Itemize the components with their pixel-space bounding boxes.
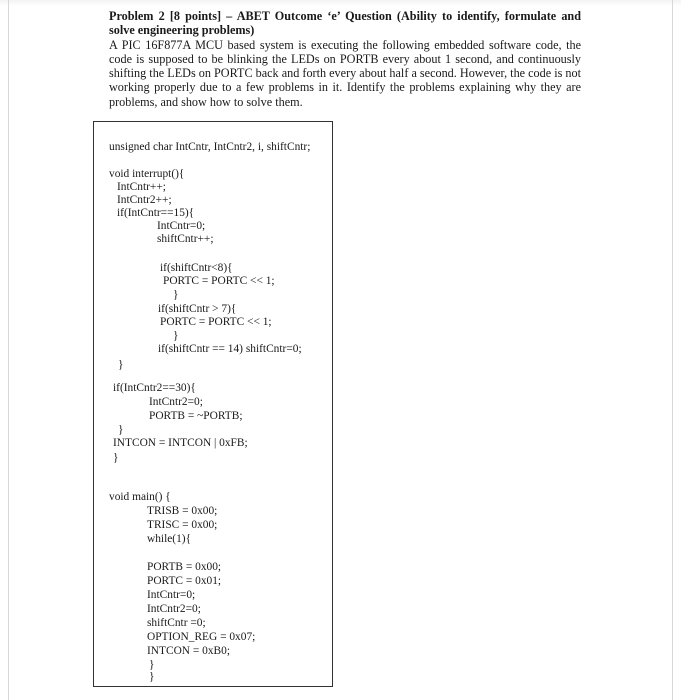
problem-statement	[109, 9, 581, 109]
code-line: if(shiftCntr<8){	[160, 262, 233, 274]
code-line: if(IntCntr2==30){	[113, 382, 196, 394]
code-line: IntCntr2=0;	[147, 603, 201, 615]
page-edge-left	[8, 0, 9, 700]
code-line: shiftCntr =0;	[147, 617, 206, 629]
code-line-brace: }	[173, 330, 179, 342]
code-line: if(IntCntr==15){	[117, 207, 195, 219]
problem-title: Problem 2 [8 points] – ABET Outcome ‘e’ Question (Ability to identify, formulate and solve engineering problems)	[109, 9, 581, 38]
code-line-brace: }	[118, 359, 124, 371]
code-line: IntCntr=0;	[157, 220, 206, 232]
code-line-interrupt-header: void interrupt(){	[109, 168, 185, 180]
code-line-declaration: unsigned char IntCntr, IntCntr2, i, shiftCntr;	[109, 141, 311, 153]
code-line: INTCON = 0xB0;	[147, 645, 230, 657]
code-line: shiftCntr++;	[157, 233, 214, 245]
code-line: while(1){	[147, 533, 192, 545]
code-line-brace: }	[173, 289, 179, 301]
code-line: TRISB = 0x00;	[147, 505, 218, 517]
code-line: PORTC = PORTC << 1;	[163, 275, 275, 287]
code-line: OPTION_REG = 0x07;	[147, 631, 256, 643]
code-line: if(shiftCntr > 7){	[158, 303, 237, 315]
code-line: PORTB = 0x00;	[147, 561, 222, 573]
code-line: PORTB = ~PORTB;	[149, 410, 243, 422]
code-line: PORTC = PORTC << 1;	[160, 316, 272, 328]
code-line-brace: }	[113, 452, 119, 464]
code-line: TRISC = 0x00;	[147, 519, 218, 531]
code-line: IntCntr++;	[117, 181, 166, 193]
code-line-brace: }	[149, 659, 155, 671]
code-line: PORTC = 0x01;	[147, 575, 222, 587]
page-edge-right	[672, 0, 673, 700]
code-line: IntCntr=0;	[147, 589, 196, 601]
code-line-main-header: void main() {	[109, 491, 171, 503]
code-line-brace: }	[118, 424, 124, 436]
problem-description: A PIC 16F877A MCU based system is executing the following embedded software code, the code is supposed to be blinking the LEDs on PORTB every about 1 second, and continuously shifting the LEDs on PORTC back and forth every about half a second. However, the code is not working properly due to a few problems in it. Identify the problems explaining why they are problems, and show how to solve them.	[109, 37, 581, 109]
code-line-brace: }	[149, 671, 155, 683]
code-line: IntCntr2=0;	[149, 396, 203, 408]
code-line: if(shiftCntr == 14) shiftCntr=0;	[158, 343, 302, 355]
code-line: INTCON = INTCON | 0xFB;	[113, 437, 248, 449]
code-line: IntCntr2++;	[117, 194, 172, 206]
